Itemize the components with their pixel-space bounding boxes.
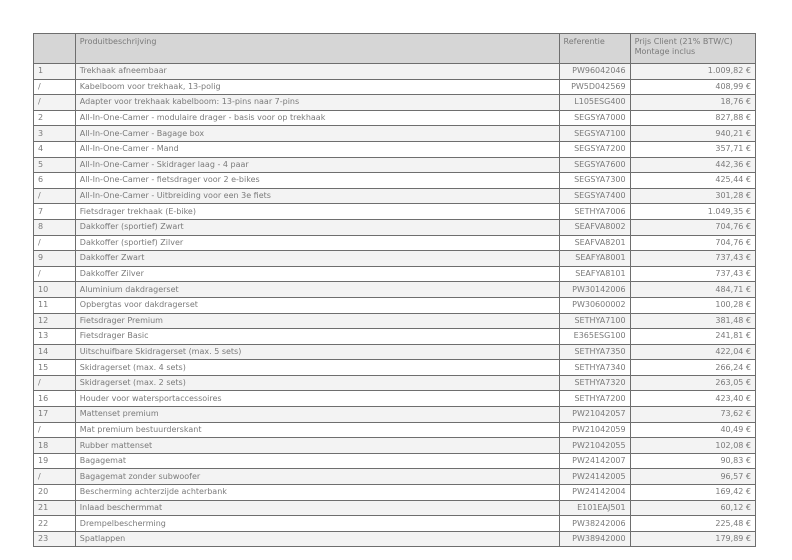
- row-description: Skidragerset (max. 4 sets): [75, 360, 559, 376]
- row-number: 15: [34, 360, 76, 376]
- row-reference: PW21042057: [559, 407, 630, 423]
- row-price: 90,83 €: [630, 453, 755, 469]
- row-price: 704,76 €: [630, 235, 755, 251]
- row-reference: SETHYA7350: [559, 344, 630, 360]
- row-description: Skidragerset (max. 2 sets): [75, 375, 559, 391]
- row-description: Aluminium dakdragerset: [75, 282, 559, 298]
- row-description: All-In-One-Camer - fietsdrager voor 2 e-bikes: [75, 173, 559, 189]
- table-row: [34, 126, 756, 142]
- row-number: 22: [34, 516, 76, 532]
- row-price: 241,81 €: [630, 329, 755, 345]
- table-row: [34, 485, 756, 501]
- row-price: 1.009,82 €: [630, 64, 755, 80]
- row-reference: PW30142006: [559, 282, 630, 298]
- table-row: [34, 344, 756, 360]
- table-row: [34, 235, 756, 251]
- row-reference: SETHYA7006: [559, 204, 630, 220]
- row-description: Fietsdrager trekhaak (E-bike): [75, 204, 559, 220]
- row-price: 18,76 €: [630, 95, 755, 111]
- row-number: /: [34, 79, 76, 95]
- table-row: [34, 313, 756, 329]
- row-description: All-In-One-Camer - Skidrager laag - 4 paar: [75, 157, 559, 173]
- row-price: 179,89 €: [630, 531, 755, 547]
- row-description: Uitschuifbare Skidragerset (max. 5 sets): [75, 344, 559, 360]
- row-description: Rubber mattenset: [75, 438, 559, 454]
- table-body: [34, 64, 756, 547]
- row-number: /: [34, 422, 76, 438]
- row-description: Fietsdrager Premium: [75, 313, 559, 329]
- row-reference: PW24142007: [559, 453, 630, 469]
- table-row: [34, 204, 756, 220]
- row-number: 13: [34, 329, 76, 345]
- row-price: 96,57 €: [630, 469, 755, 485]
- row-number: 12: [34, 313, 76, 329]
- row-reference: SETHYA7340: [559, 360, 630, 376]
- row-price: 381,48 €: [630, 313, 755, 329]
- row-reference: PW30600002: [559, 297, 630, 313]
- row-reference: E101EAJ501: [559, 500, 630, 516]
- row-number: 10: [34, 282, 76, 298]
- table-row: [34, 375, 756, 391]
- row-description: Mattenset premium: [75, 407, 559, 423]
- header-price: [630, 34, 755, 64]
- row-number: /: [34, 375, 76, 391]
- table-row: [34, 157, 756, 173]
- row-number: /: [34, 266, 76, 282]
- row-reference: SEAFYA8001: [559, 251, 630, 267]
- row-reference: SEAFVA8002: [559, 219, 630, 235]
- table-row: [34, 500, 756, 516]
- table-row: [34, 453, 756, 469]
- row-description: Fietsdrager Basic: [75, 329, 559, 345]
- row-number: 21: [34, 500, 76, 516]
- row-reference: SEGSYA7100: [559, 126, 630, 142]
- row-reference: SEGSYA7600: [559, 157, 630, 173]
- row-reference: SEGSYA7300: [559, 173, 630, 189]
- row-description: Bagagemat zonder subwoofer: [75, 469, 559, 485]
- row-price: 73,62 €: [630, 407, 755, 423]
- table-row: [34, 438, 756, 454]
- row-number: /: [34, 469, 76, 485]
- row-price: 827,88 €: [630, 110, 755, 126]
- table-row: [34, 469, 756, 485]
- row-description: All-In-One-Camer - modulaire drager - basis voor op trekhaak: [75, 110, 559, 126]
- row-description: Bagagemat: [75, 453, 559, 469]
- row-price: 263,05 €: [630, 375, 755, 391]
- table-row: [34, 407, 756, 423]
- row-reference: PW21042055: [559, 438, 630, 454]
- row-description: All-In-One-Camer - Mand: [75, 141, 559, 157]
- table-row: [34, 360, 756, 376]
- row-description: Adapter voor trekhaak kabelboom: 13-pins naar 7-pins: [75, 95, 559, 111]
- row-number: 3: [34, 126, 76, 142]
- row-description: Drempelbescherming: [75, 516, 559, 532]
- row-price: 266,24 €: [630, 360, 755, 376]
- row-number: /: [34, 188, 76, 204]
- row-reference: SETHYA7100: [559, 313, 630, 329]
- row-number: 11: [34, 297, 76, 313]
- table-row: [34, 95, 756, 111]
- row-price: 737,43 €: [630, 251, 755, 267]
- table-row: [34, 329, 756, 345]
- row-price: 100,28 €: [630, 297, 755, 313]
- row-reference: SEGSYA7000: [559, 110, 630, 126]
- row-number: 14: [34, 344, 76, 360]
- row-number: 23: [34, 531, 76, 547]
- row-price: 102,08 €: [630, 438, 755, 454]
- table-row: [34, 266, 756, 282]
- row-description: Dakkoffer (sportief) Zilver: [75, 235, 559, 251]
- table-row: [34, 282, 756, 298]
- table-row: [34, 64, 756, 80]
- table-row: [34, 251, 756, 267]
- row-price: 60,12 €: [630, 500, 755, 516]
- header-index: [34, 34, 76, 64]
- row-number: /: [34, 235, 76, 251]
- row-reference: SEGSYA7400: [559, 188, 630, 204]
- row-price: 423,40 €: [630, 391, 755, 407]
- row-number: 20: [34, 485, 76, 501]
- row-price: 704,76 €: [630, 219, 755, 235]
- row-description: All-In-One-Camer - Uitbreiding voor een 3e fiets: [75, 188, 559, 204]
- row-price: 1.049,35 €: [630, 204, 755, 220]
- row-reference: PW21042059: [559, 422, 630, 438]
- row-price: 737,43 €: [630, 266, 755, 282]
- table-row: [34, 516, 756, 532]
- row-price: 442,36 €: [630, 157, 755, 173]
- table-row: [34, 422, 756, 438]
- row-price: 40,49 €: [630, 422, 755, 438]
- row-number: 19: [34, 453, 76, 469]
- table-header: [34, 34, 756, 64]
- header-price-line2: Montage inclus: [634, 47, 696, 56]
- row-reference: SETHYA7320: [559, 375, 630, 391]
- table-row: [34, 110, 756, 126]
- row-description: Dakkoffer (sportief) Zwart: [75, 219, 559, 235]
- table-row: [34, 219, 756, 235]
- table-row: [34, 531, 756, 547]
- row-reference: SEAFYA8101: [559, 266, 630, 282]
- table-row: [34, 188, 756, 204]
- row-number: 7: [34, 204, 76, 220]
- row-number: 9: [34, 251, 76, 267]
- table-row: [34, 297, 756, 313]
- row-price: 484,71 €: [630, 282, 755, 298]
- row-reference: PW5D042569: [559, 79, 630, 95]
- row-description: Trekhaak afneembaar: [75, 64, 559, 80]
- row-price: 425,44 €: [630, 173, 755, 189]
- row-description: All-In-One-Camer - Bagage box: [75, 126, 559, 142]
- row-number: 16: [34, 391, 76, 407]
- row-reference: PW96042046: [559, 64, 630, 80]
- row-number: 6: [34, 173, 76, 189]
- row-number: 4: [34, 141, 76, 157]
- row-price: 301,28 €: [630, 188, 755, 204]
- row-number: 5: [34, 157, 76, 173]
- row-number: 17: [34, 407, 76, 423]
- row-description: Kabelboom voor trekhaak, 13-polig: [75, 79, 559, 95]
- row-price: 169,42 €: [630, 485, 755, 501]
- row-price: 422,04 €: [630, 344, 755, 360]
- table-row: [34, 391, 756, 407]
- row-number: 8: [34, 219, 76, 235]
- row-description: Opbergtas voor dakdragerset: [75, 297, 559, 313]
- row-reference: E365ESG100: [559, 329, 630, 345]
- row-description: Mat premium bestuurderskant: [75, 422, 559, 438]
- row-reference: PW38242006: [559, 516, 630, 532]
- header-reference: Referentie: [559, 34, 630, 64]
- row-description: Inlaad beschermmat: [75, 500, 559, 516]
- row-price: 408,99 €: [630, 79, 755, 95]
- row-description: Spatlappen: [75, 531, 559, 547]
- row-number: /: [34, 95, 76, 111]
- row-description: Houder voor watersportaccessoires: [75, 391, 559, 407]
- row-reference: SEAFVA8201: [559, 235, 630, 251]
- row-reference: PW24142004: [559, 485, 630, 501]
- row-description: Dakkoffer Zilver: [75, 266, 559, 282]
- table-row: [34, 173, 756, 189]
- table-row: [34, 79, 756, 95]
- table-row: [34, 141, 756, 157]
- row-reference: L105ESG400: [559, 95, 630, 111]
- row-number: 1: [34, 64, 76, 80]
- header-description: Produitbeschrijving: [75, 34, 559, 64]
- row-reference: SEGSYA7200: [559, 141, 630, 157]
- row-price: 357,71 €: [630, 141, 755, 157]
- row-description: Dakkoffer Zwart: [75, 251, 559, 267]
- row-reference: PW24142005: [559, 469, 630, 485]
- row-number: 2: [34, 110, 76, 126]
- row-description: Bescherming achterzijde achterbank: [75, 485, 559, 501]
- header-price-line1: Prijs Client (21% BTW/C): [634, 37, 733, 46]
- row-reference: SETHYA7200: [559, 391, 630, 407]
- row-price: 940,21 €: [630, 126, 755, 142]
- row-price: 225,48 €: [630, 516, 755, 532]
- row-reference: PW38942000: [559, 531, 630, 547]
- price-table: [33, 33, 756, 547]
- row-number: 18: [34, 438, 76, 454]
